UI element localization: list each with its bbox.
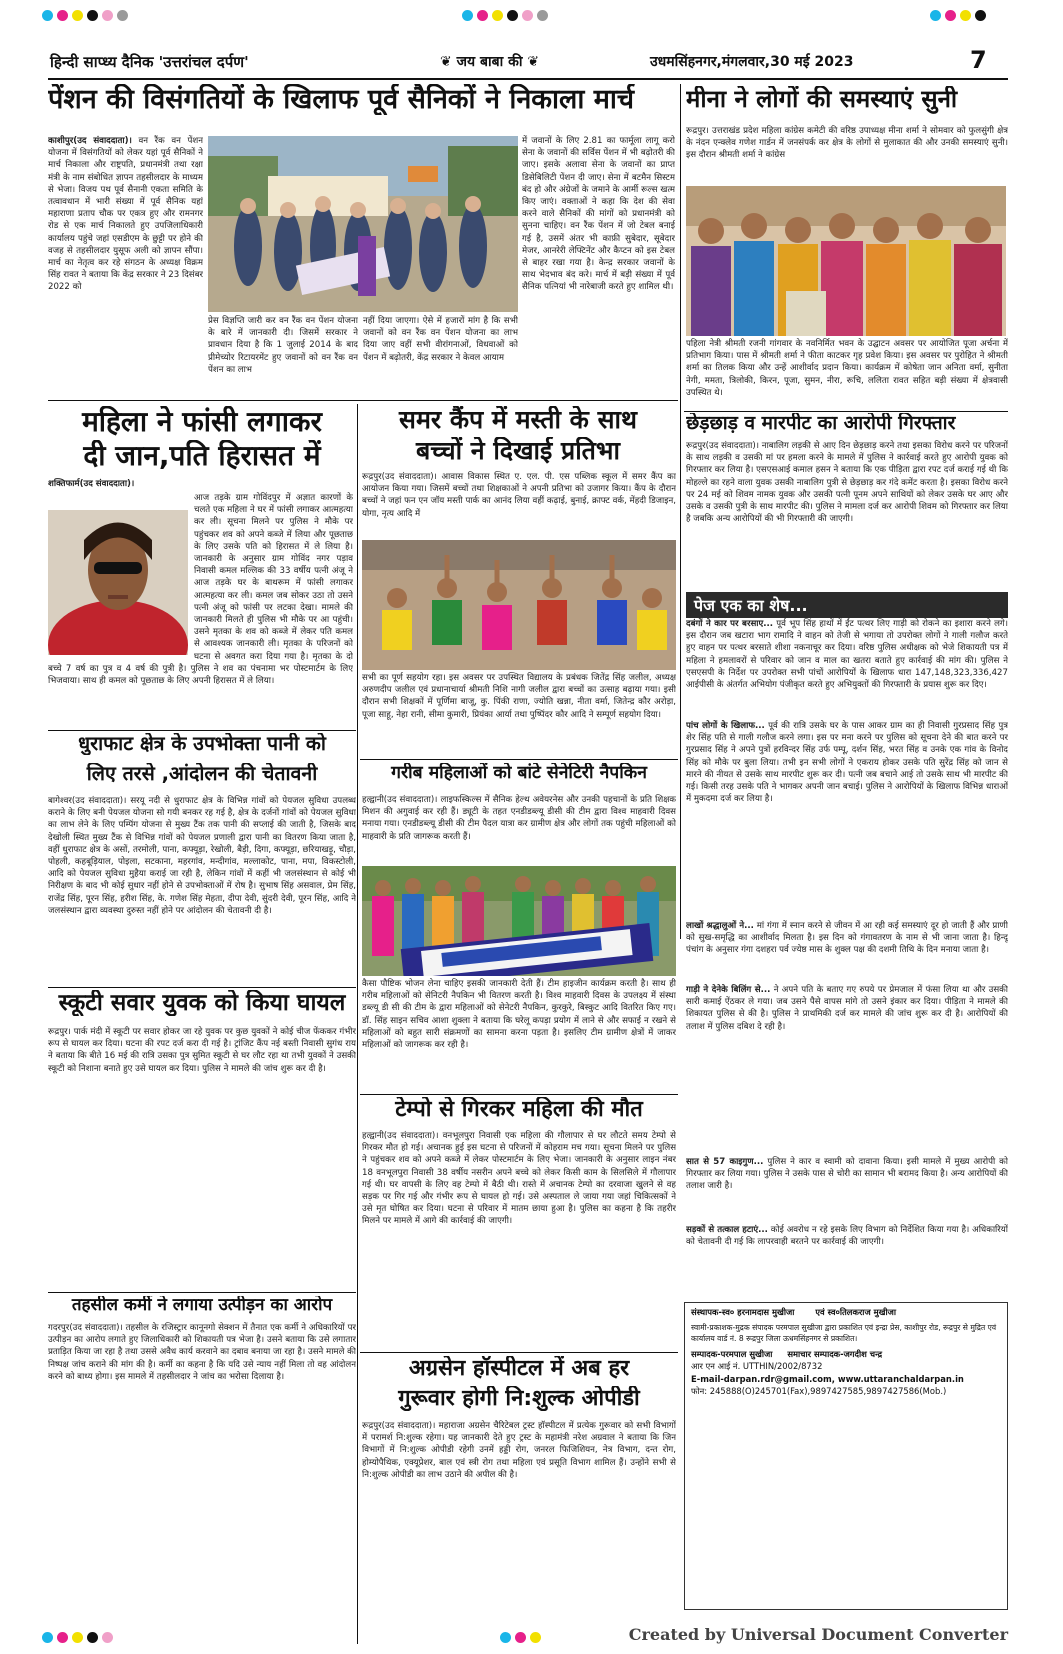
pension-col2: प्रेस विज्ञप्ति जारी कर वन रैंक वन पेंशन योजना के बारे में जानकारी दी। जिसमें सरकार ने प्रावधान दिया है कि 1 जुलाई 2014 के बाद प्रीमेच्योर रिटायरमेंट हुए जवानों को वन रैंक वन पेंशन का लाभ <box>208 316 358 375</box>
imprint-rni: आर एन आई नं. UTTHIN/2002/8732 <box>691 1361 823 1372</box>
cyan-dot <box>462 10 473 21</box>
garib-headline: गरीब महिलाओं को बांटे सेनेटिरी नैपकिन <box>391 763 647 783</box>
summer-camp-photo <box>362 540 676 670</box>
imprint-email[interactable]: E-mail-darpan.rdr@gmail.com, www.uttaranchaldarpan.in <box>691 1373 964 1384</box>
section-rule <box>360 759 678 760</box>
section-rule <box>360 1094 678 1095</box>
page-one-text2: पांच लोगों के खिलाफ... पूर्व की रात्रि उसके घर के पास आकर ग्राम का ही निवासी गुरप्रसाद सिंह पुत्र शेर सिंह पति से गाली गलौज करने लगा। इस पर मना करने पर पुलिस को सूचना देने की बात करने पर गुरप्रसाद सिंह ने अपने पुत्रों हरविन्दर सिंह उर्फ पम्पू, दर्शन सिंह, भरत सिंह व उनके एक गांव के विनोद सिंह को मौके पर बुला लिया। तभी इन सभी लोगों ने एकराय होकर उसके पति सुरेंद्र सिंह को जान से मारने की नीयत से उसके साथ मारपीट शुरू कर दी। पत्नी जब बचाने आई तो उसके साथ भी मारपीट की गई। किसी तरह उसके पति ने भागकर अपनी जान बचाई। पुलिस ने आरोपियों के खिलाफ विभिन्न धाराओं में मुकदमा दर्ज कर लिया है। <box>686 721 1008 805</box>
tempo-text: हल्द्वानी(उद संवाददाता)। वनभूलपुरा निवासी एक महिला की गौलापार से घर लौटते समय टेम्पो से गिरकर मौत हो गई। अचानक हुई इस घटना से परिजनों में कोहराम मच गया। सूचना मिलने पर पुलिस ने पहुंचकर शव को अपने कब्जे में लेकर पोस्टमार्टम के लिए भेजा। जानकारी के अनुसार लाइन नंबर 18 वनभूलपुरा निवासी 38 वर्षीय नसरीन अपने बच्चे को लेकर किसी काम के सिलसिले में गौलापार गई थी। घर वापसी के लिए वह टेम्पो में बैठी थी। रास्ते में अचानक टेम्पो का दरवाजा खुलने से वह सड़क पर गिर गई और गंभीर रूप से घायल हो गई। उसे अस्पताल ले जाया गया जहां चिकित्सकों ने उसे मृत घोषित कर दिया। घटना से परिवार में मातम छाया हुआ है। पुलिस का कहना है कि तहरीर मिलने पर मामले में आगे की कार्रवाई की जाएगी। <box>362 1131 676 1227</box>
imprint-phone: फोन: 245888(O)245701(Fax),9897427585,9897427586(Mob.) <box>691 1385 947 1396</box>
bird-right-icon: ❦ <box>527 54 540 70</box>
registration-dots-left <box>42 10 128 21</box>
section-rule <box>48 987 356 988</box>
meena-photo-art <box>686 186 1006 336</box>
gray-dot <box>117 10 128 21</box>
column-divider <box>357 404 358 1644</box>
agrasen-headline-line1: अग्रसेन हॉस्पीटल में अब हर <box>408 1356 630 1381</box>
page-one-text3: लाखों श्रद्धालुओं ने... मां गंगा में स्नान करने से जीवन में आ रही कई समस्याएं दूर हो जाती हैं और प्राणी को सुख-समृद्धि का आशीर्वाद मिलता है। इस दिन को गंगावतरण के नाम से भी जाना जाता है। हिन्दू पंचांग के अनुसार गंगा दशहरा पर्व ज्येष्ठ मास के शुक्ल पक्ष की दशमी तिथि के दिन मनाया जाता है। <box>686 921 1008 956</box>
page-one-text1: दबंगों ने कार पर बरसाए... पूर्व भूप सिंह हाथों में ईंट पत्थर लिए गाड़ी को रोकने का इशारा करने लगे। इस दौरान जब खटारा भाग रामादि ने वाहन को तेजी से भगाया तो उपरोक्त लोगों ने गाली गलौज करते हुए वाहन पर पत्थर बरसाते शीशा नकनाचूर कर दिया। वरिष्ठ पुलिस अधीक्षक को भेजे शिकायती पत्र में महिला ने हमलावरों से परिवार को जान व माल का खतरा बताते हुए कार्रवाई की मांग की। पुलिस ने एसएसपी के निर्देश पर उपरोक्त सभी पांचों आरोपियों के खिलाफ धारा 147,148,323,336,427 आईपीसी के अंतर्गत अभियोग पंजीकृत करते हुए अभियुक्तों की गिरफ्तारी के प्रयास शुरू कर दिए। <box>686 619 1008 691</box>
camp-photo-art <box>362 540 676 670</box>
chhedchhad-headline: छेड़छाड़ व मारपीट का आरोपी गिरफ्तार <box>686 413 956 434</box>
meena-caption: पहिला नेत्री श्रीमती रजनी गांगवार के नवनिर्मित भवन के उद्घाटन अवसर पर आयोजित पूजा अर्चना में प्रतिभाग किया। पास में श्रीमती शर्मा ने फीता काटकर गृह प्रवेश किया। इस अवसर पर पुरोहित ने श्रीमती शर्मा का तिलक किया और उन्हें आशीर्वाद प्रदान किया। कार्यक्रम में कोषेता जान अनिता वर्मा, सुनीता नेगी, ममता, त्रिलोकी, किरन, पूजा, सुमन, नीरा, रूचि, ललिता रावत सहित बड़ी संख्या में क्षेत्रवासी उपस्थित थे। <box>686 339 1008 398</box>
yellow-dot <box>530 1632 541 1643</box>
imprint-box <box>684 1302 1008 1610</box>
march-photo-art <box>208 136 518 312</box>
black-dot <box>87 1632 98 1643</box>
cyan-dot <box>500 1632 511 1643</box>
dhurafat-headline-line2: लिए तरसे ,आंदोलन की चेतावनी <box>86 763 318 785</box>
samar-text: रूद्रपुर(उद संवाददाता)। आवास विकास स्थित ए. एल. पी. एस पब्लिक स्कूल में समर कैंप का आयोजन किया गया। जिसमें बच्चों तथा शिक्षकाओं ने अपनी प्रतिभा को उजागर किया। कैंप के दौरान बच्चों ने जहां फन एन जॉय मस्ती पार्क का आनंद लिया वहीं कढ़ाई, बुनाई, क्राफ्ट वर्क, मेंहदी डिजाइन, योगा, नृत्य आदि में <box>362 472 676 519</box>
scooty-headline: स्कूटी सवार युवक को किया घायल <box>58 990 346 1016</box>
registration-dots-right <box>930 10 986 21</box>
magenta-dot <box>477 10 488 21</box>
bird-left-icon: ❦ <box>440 54 452 70</box>
phansi-headline-line2: दी जान,पति हिरासत में <box>83 440 321 472</box>
magenta-dot <box>57 1632 68 1643</box>
pension-col4: में जवानों के लिए 2.81 का फार्मूला लागू करो सेना के जवानों की सर्विस पेंशन में भी बढ़ोतरी की जाए। इसके अलावा सेना के जवानों का प्राप्त डिसेबिलिटी पेंशन दी जाए। सेना में बटमैन सिस्टम बंद हो और अंग्रेजों के जमाने के आर्मी रूल्स खत्म किए जाएं। वक्ताओं ने कहा कि देश की सेवा करने वाले सैनिकों की मांगों को प्रधानमंत्री को सुनना चाहिए। वन रैंक पेंशन में जो टेबल बनाई गई है, उसमें अंतर भी काफ़ी सुबेदार, सूबेदार मेजर, आनरेरी लेफ्टिनेंट और कैप्टन को इस टेबल से बाहर रखा गया है। केन्द्र सरकार जवानों के साथ भेदभाव बंद करे। मार्च में बड़ी संख्या में पूर्व सैनिक पत्नियां भी नारेबाजी करते हुए शामिल थी। <box>522 136 675 293</box>
black-dot <box>975 10 986 21</box>
registration-dots-bottom-left <box>42 1632 113 1643</box>
meena-headline: मीना ने लोगों की समस्याएं सुनी <box>686 86 958 113</box>
pink-dot <box>102 1632 113 1643</box>
agrasen-text: रूद्रपुर(उद संवाददाता)। महाराजा अग्रसेन चैरिटेबल ट्रस्ट हॉस्पीटल में प्रत्येक गुरूवार को सभी विभागों में परामर्श नि:शुल्क रहेगा। यह जानकारी देते हुए ट्रस्ट के महामंत्री नरेश अग्रवाल ने बताया कि जिन विभागों में नि:शुल्क ओपीडी रहेगी उनमें हड्डी रोग, जनरल फिजिशियन, नेत्र विभाग, दन्त रोग, होम्योपैथिक, एक्यूप्रेशर, बाल एवं स्त्री रोग तथा महिला एवं प्रसूति विभाग शामिल हैं। उन्होंने सभी से नि:शुल्क ओपीडी का लाभ उठाने की अपील की है। <box>362 1421 676 1480</box>
garib-caption: कैसा पौष्टिक भोजन लेना चाहिए इसकी जानकारी देती हैं। टीम हाइजीन कार्यक्रम करती है। साथ ही गरीब महिलाओं को सेनिटरी नैपकिन भी वितरण करती है। विश्व माहवारी दिवस के उपलक्ष्य में संस्था डब्ल्यू डी सी की टीम के द्वारा महिलाओं को सेनेटरी नैपकिन, कुरकुरे, बिस्कुट आदि वितरित किए गए। डॉ. सिंह साइन सचिव आशा शुक्ला ने बताया कि घरेलू कपड़ा प्रयोग में लाने से और सफाई न रखने से महिलाओं को बहुत सारी संक्रमणों का सामना करना पड़ता है। इसलिए टीम ग्रामीण क्षेत्रों में जाकर महिलाओं को जागरूक कर रही है। <box>362 979 676 1051</box>
pension-march-photo <box>208 136 518 312</box>
issue-date: उधमसिंहनगर,मंगलवार,30 मई 2023 <box>650 54 854 70</box>
section-rule <box>48 1292 356 1293</box>
pink-dot <box>102 10 113 21</box>
section-rule <box>48 400 678 401</box>
registration-dots-center <box>462 10 548 21</box>
yellow-dot <box>492 10 503 21</box>
pension-col1: काशीपुर(उद संवाददाता)। वन रैंक वन पेंशन योजना में विसंगतियों को लेकर यहां पूर्व सैनिकों ने मार्च निकाला और राष्ट्रपति, प्रधानमंत्री तथा रक्षा मंत्री के नाम संबोधित ज्ञापन तहसीलदार के माध्यम से भेजा। विजय पथ पूर्व सैनानी एकता समिति के तत्वावधान में भारी संख्या में पूर्व सैनिक यहां महाराणा प्रताप चौक पर एकत्र हुए और रामनगर रोड से एक मार्च निकालते हुए उपजिलाधिकारी कार्यालय पहुंचे जहां एसडीएम के छुट्टी पर होने की वजह से तहसीलदार युसूफ अली को ज्ञापन सौंपा। मार्च का नेतृत्व कर रहे संगठन के अध्यक्ष विक्रम सिंह रावत ने बताया कि केंद्र सरकार ने 23 दिसंबर 2022 को <box>48 136 203 293</box>
cyan-dot <box>42 10 53 21</box>
chhedchhad-text: रूद्रपुर(उद संवाददाता)। नाबालिग लड़की से आए दिन छेड़छाड़ करने तथा इसका विरोध करने पर परिजनों के साथ लड़की व उसकी मां पर हमला करने के मामले में पुलिस ने कार्रवाई करते हुए आरोपी युवक को गिरफ्तार कर लिया है। एसएसआई कमाल हसन ने बताया कि एक पीड़िता द्वारा रपट दर्ज कराई गई थी कि मोहल्ले का रहने वाला युवक उसकी नाबालिग पुत्री से छेड़छाड़ कर गंदे कमेंट करता है। इसका विरोध करने पर 24 मई को शिवम नामक युवक और उसकी पत्नी पूनम अपने साथियों को लेकर उसके घर आए और उसके व उसकी पुत्री के साथ मारपीट की। पुलिस ने मामला दर्ज कर आरोपी शिवम को गिरफ्तार कर लिया है जबकि अन्य आरोपियों की भी गिरफ्तारी की जाएगी। <box>686 441 1008 525</box>
yellow-dot <box>72 10 83 21</box>
column-divider <box>680 84 681 939</box>
samar-headline-line2: बच्चों ने दिखाई प्रतिभा <box>416 437 620 465</box>
yellow-dot <box>72 1632 83 1643</box>
agrasen-headline-line2: गुरूवार होगी नि:शुल्क ओपीडी <box>398 1386 640 1411</box>
section-rule <box>48 730 356 731</box>
paper-name: हिन्दी साप्ध्य दैनिक 'उत्तरांचल दर्पण' <box>50 53 249 71</box>
meena-group-photo <box>686 186 1006 336</box>
registration-dots-bottom-center <box>500 1632 541 1643</box>
phansi-text: आज तड़के ग्राम गोविंदपुर में अज्ञात कारणों के चलते एक महिला ने घर में फांसी लगाकर आत्महत्या कर ली। सूचना मिलने पर पुलिस ने मौके पर पहुंचकर शव को अपने कब्जे में लिया और पूछताछ के लिए उसके पति को हिरासत में ले लिया है। जानकारी के अनुसार ग्राम गोविंद नगर पड़ाव निवासी कमल मल्लिक की 33 वर्षीय पत्नी अंजू ने आज तड़के घर के बाथरूम में फांसी लगाकर आत्महत्या कर ली। कमल जब सोकर उठा तो उसने पत्नी अंजू को फांसी पर लटका देखा। मामले की जानकारी मिलते ही पुलिस भी मौके पर आ पहुंची। उसने मृतका के शव को कब्जे में लेकर पति कमल से आवश्यक जानकारी ली। मृतका के परिजनों को घटना से अवगत करा दिया गया है। मृतका के दो बच्चे 7 वर्ष का पुत्र व 4 वर्ष की पुत्री है। पुलिस ने शव का पंचनामा भर पोस्टमार्टम के लिए भिजवाया। साथ ही कमल को पूछताछ के लिए अपनी हिरासत में ले लिया। <box>48 493 353 687</box>
page-number: 7 <box>970 46 987 74</box>
imprint-editors: सम्पादक-परमपाल सुखीजा समाचार सम्पादक-जगदीश चन्द्र <box>691 1349 883 1360</box>
samar-headline-line1: समर कैंप में मस्ती के साथ <box>399 406 637 434</box>
tehsil-headline: तहसील कर्मी ने लगाया उत्पीड़न का आरोप <box>71 1296 333 1315</box>
dhurafat-headline-line1: धुराफाट क्षेत्र के उपभोक्ता पानी को <box>78 733 326 755</box>
section-rule <box>684 411 1008 412</box>
imprint-founders: संस्थापक-स्व० हरनामदास मुखीजा एवं स्व०तिलकराज मुखीजा <box>691 1307 897 1317</box>
garib-text: हल्द्वानी(उद संवाददाता)। लाइफस्किल्स में सैनिक हेल्थ अवेयरनेस और उनकी पहचानों के प्रति शिक्षक मिशन की अगुवाई कर रही हैं। ड्यूटी के तहत एनडीडब्ल्यू डीसी की टीम द्वारा विश्व माहवारी दिवस मनाया गया। एनडीडब्ल्यू डीसी की टीम पैदल यात्रा कर ग्रामीण क्षेत्र और लोगों तक पहुंची महिलाओं को माहवारी के प्रति जागरूक करती हैं। <box>362 795 676 842</box>
photo-spacer <box>48 492 194 662</box>
masthead <box>50 46 1005 74</box>
pink-dot <box>522 10 533 21</box>
masthead-center-slogan: ❦ जय बाबा की ❦ <box>440 54 540 70</box>
phansi-headline-line1: महिला ने फांसी लगाकर <box>82 406 322 438</box>
tehsil-text: गदरपुर(उद संवाददाता)। तहसील के रजिस्ट्रार कानूनगो सेक्शन में तैनात एक कर्मी ने अधिकारियों पर उत्पीड़न का आरोप लगाते हुए जिलाधिकारी को शिकायती पत्र भेजा है। उसने बताया कि उसे लगातार प्रताड़ित किया जा रहा है तथा उससे अवैध कार्य करवाने का दबाव बनाया जा रहा है। उसने मामले की निष्पक्ष जांच कराने की मांग की है। कर्मी का कहना है कि यदि उसे न्याय नहीं मिला तो वह आंदोलन करने को बाध्य होगा। इस मामले में तहसीलदार ने जांच का भरोसा दिलाया है। <box>48 1323 356 1382</box>
imprint-publisher: स्वामी-प्रकाशक-मुद्रक संपादक परमपाल सुखीजा द्वारा प्रकाशित एवं इन्द्रा प्रेस, काशीपुर रोड, रूद्रपुर से मुद्रित एवं कार्यालय वार्ड नं. 8 रूद्रपुर जिला ऊधमसिंहनगर से प्रकाशित। <box>691 1323 997 1344</box>
magenta-dot <box>57 10 68 21</box>
pension-headline: पेंशन की विसंगतियों के खिलाफ पूर्व सैनिकों ने निकाला मार्च <box>48 84 635 115</box>
scooty-text: रूद्रपुर। पार्क मंदी में स्कूटी पर सवार होकर जा रहे युवक पर कुछ युवकों ने कोई चीज फेंककर गंभीर रूप से घायल कर दिया। घटना की रपट दर्ज करा दी गई है। ट्रांजिट कैंप नई बस्ती निवासी सुगंध राय ने बताया कि बीते 16 मई की रात्रि उसका पुत्र सुमित स्कूटी से घर लौट रहा था तभी युवकों ने उसकी स्कूटी को निशाना बनाते हुए उसे घायल कर दिया। पुलिस ने मामले की जांच शुरू कर दी है। <box>48 1027 356 1074</box>
page-one-remainder-band: पेज एक का शेष... <box>686 592 1008 618</box>
cyan-dot <box>42 1632 53 1643</box>
gray-dot <box>537 10 548 21</box>
black-dot <box>87 10 98 21</box>
page-one-text6: सड़कों से तत्काल हटाएं... कोई अवरोध न रहे इसके लिए विभाग को निर्देशित किया गया है। अधिकारियों को चेतावनी दी गई कि लापरवाही बरतने पर कार्रवाई की जाएगी। <box>686 1225 1008 1248</box>
padyatra-photo-art <box>362 866 676 976</box>
page-one-text5: सात से 57 काइगुण... पुलिस ने कार व स्वामी को दावाना किया। इसी मामले में मुख्य आरोपी को गिरफ्तार कर लिया गया। पुलिस ने उसके पास से चोरी का सामान भी बरामद किया है। अन्य आरोपियों की तलाश जारी है। <box>686 1157 1008 1192</box>
magenta-dot <box>515 1632 526 1643</box>
pension-col3: नहीं दिया जाएगा। ऐसे में हजारों मांग है कि सभी जवानों को वन रैंक वन पेंशन योजना का लाभ दिया जाए वहीं सभी वीरांगनाओं, विधवाओं को पेंशन में बढ़ोतरी, केंद्र सरकार ने केवल आयाम <box>363 316 518 363</box>
page-one-text4: गाड़ी ने देनेके बिलिंग से... ने अपने पति के बताए गए रुपये पर प्रेमजाल में फंसा लिया था और उसकी सारी कमाई ऐंठकर ले गया। जब उसने पैसे वापस मांगे तो उसने इंकार कर दिया। पीड़िता ने मामले की शिकायत पुलिस से की है। पुलिस ने प्राथमिकी दर्ज कर मामले की जांच शुरू कर दी है। आरोपियों की तलाश में पुलिस दबिश दे रही है। <box>686 985 1008 1032</box>
yellow-dot <box>960 10 971 21</box>
phansi-dateline: शक्तिफार्म(उद संवाददाता)। <box>48 479 135 489</box>
masthead-rule <box>48 78 1008 80</box>
section-rule <box>360 1352 678 1353</box>
cyan-dot <box>930 10 941 21</box>
meena-text: रूद्रपुर। उत्तराखंड प्रदेश महिला कांग्रेस कमेटी की वरिष्ठ उपाध्यक्ष मीना शर्मा ने सोमवार को फुलसुंगी क्षेत्र के नंदन एन्क्लेव गणेश गार्डन में जनसंपर्क कर क्षेत्र के लोगों से मुलाकात की और उनकी समस्याएं सुनी। इस दौरान श्रीमती शर्मा ने कांग्रेस <box>686 126 1008 161</box>
samar-text2: सभी का पूर्ण सहयोग रहा। इस अवसर पर उपस्थित विद्यालय के प्रबंधक जितेंद्र सिंह जलील, अध्यक्ष अरुणदीप जलील एवं प्रधानाचार्या श्रीमती निशि नागी जलील द्वारा बच्चों का उत्साह बढ़ाया गया। इसी दौरान सभी शिक्षकों में पूर्णिमा बाजू, कु. पिंकी राणा, ज्योति खन्ना, नीता वर्मा, जितेन्द्र कौर अरोड़ा, पूजा साहू, नेहा रानी, सीमा कुमारी, प्रियंका आर्या तथा पुष्पिंदर कौर आदि ने सम्पूर्ण सहयोग दिया। <box>362 673 676 720</box>
black-dot <box>507 10 518 21</box>
magenta-dot <box>945 10 956 21</box>
dhurafat-text: बागेश्वर(उद संवाददाता)। सरयू नदी से धुराफाट क्षेत्र के विभिन्न गांवों को पेयजल सुविधा उपलब्ध कराने के लिए बनी पेयजल योजना सो गयी बनकर रह गई है, क्षेत्र के दर्जनों गांवों को पेयजल सुविधा का लाभ लेने के लिए पम्पिंग योजना से मुख्य टैंक तक पानी की सप्लाई की जाती है, जिसके बाद देखोली स्थित मुख्य टैंक से विभिन्न गांवों को पेयजल प्रणाली द्वारा पानी का वितरण किया जाता है, वहीं धुराफाट क्षेत्र के असों, तरमोली, पाना, कफ्यूड़ा, रेखोली, बैड़ी, दिगा, कफ्यूड़ा, छरियाखड़ू, चौड़ा, पोहली, कहबूड़ियाल, पोइला, सटकाना, महरगांव, मन्दीगांव, मल्लाकोट, पाना, मपा, विकस्टोली, आदि को पेयजल सुविधा मुहैया कराई जा रही है, लेकिन गांवों में कहीं भी जलसंस्थान से कोई भी निरीक्षण के बाद भी कोई सुधार नहीं होने से उपभोक्ताओं में रोष है। सुभाष सिंह असवाल, प्रेम सिंह, राजेंद्र सिंह, पूरन सिंह, हरीश सिंह, के. गणेश सिंह मेहता, दीपा देवी, सुंदरी देवी, पूरन सिंह, आदि ने जलसंस्थान द्वारा व्यवस्था दुरुस्त नहीं होने पर आंदोलन की चेतावनी दी है। <box>48 796 356 916</box>
padyatra-photo <box>362 866 676 976</box>
tempo-headline: टेम्पो से गिरकर महिला की मौत <box>395 1097 643 1122</box>
converter-watermark: Created by Universal Document Converter <box>628 1625 1008 1644</box>
